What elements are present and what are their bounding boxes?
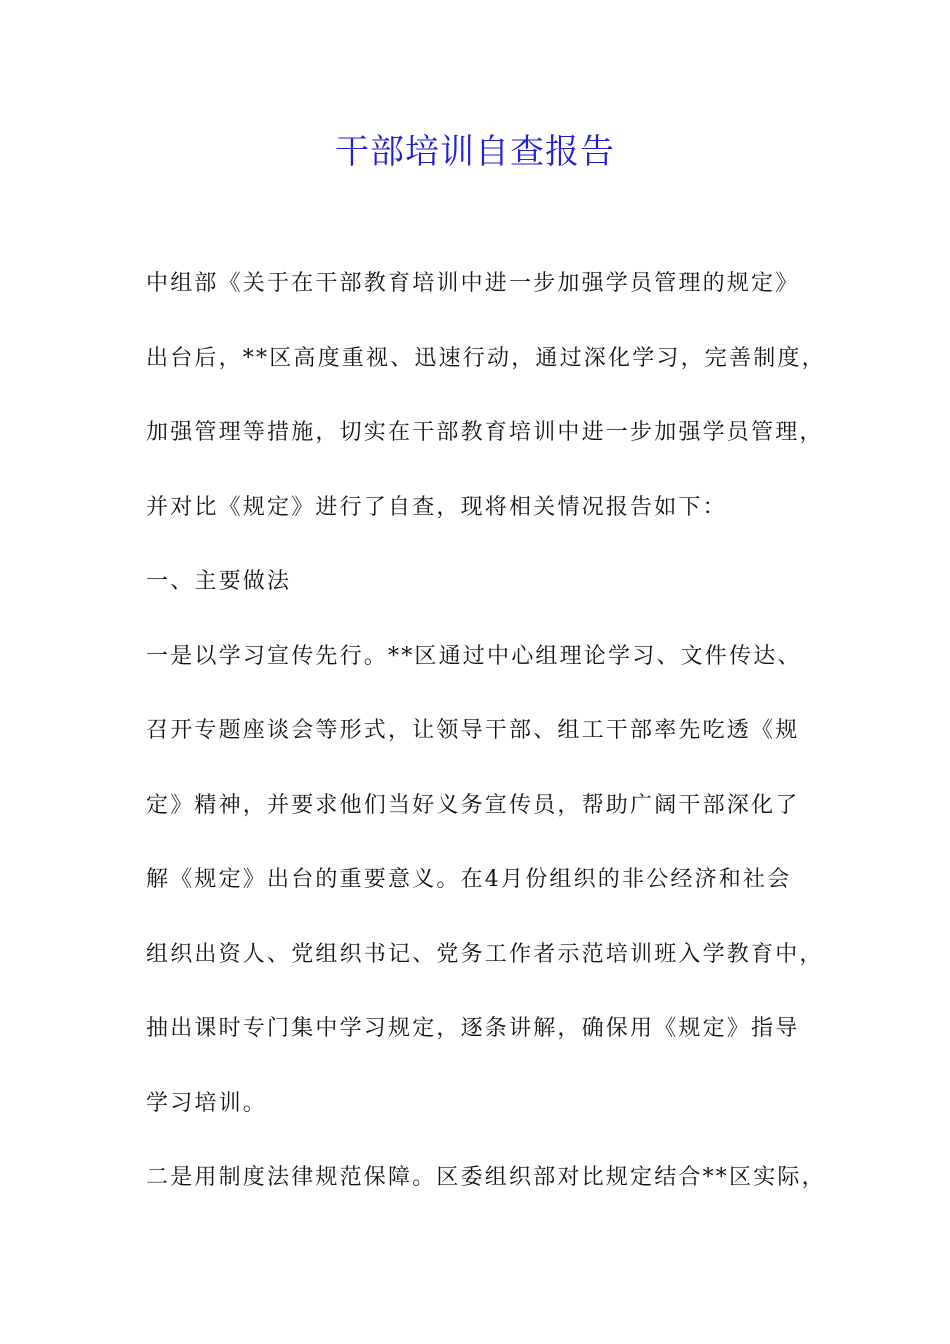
document-title: 干部培训自查报告 [335, 132, 615, 172]
body-line: 组织出资人、党组织书记、党务工作者示范培训班入学教育中， [146, 941, 824, 967]
body-line: 二是用制度法律规范保障。区委组织部对比规定结合**区实际， [146, 1165, 826, 1190]
body-line: 一是以学习宣传先行。**区通过中心组理论学习、文件传达、 [146, 643, 802, 669]
section-heading: 一、主要做法 [146, 569, 292, 594]
body-line: 学习培训。 [146, 1090, 268, 1116]
body-line: 定》精神，并要求他们当好义务宣传员，帮助广阔干部深化了 [146, 792, 800, 818]
body-line: 抽出课时专门集中学习规定，逐条讲解，确保用《规定》指导 [146, 1016, 800, 1041]
body-line: 加强管理等措施，切实在干部教育培训中进一步加强学员管理， [146, 420, 824, 445]
body-line: 出台后，**区高度重视、迅速行动，通过深化学习，完善制度， [146, 345, 826, 371]
body-line: 中组部《关于在干部教育培训中进一步加强学员管理的规定》 [146, 271, 800, 296]
document-body [146, 262, 826, 1231]
body-line: 召开专题座谈会等形式，让领导干部、组工干部率先吃透《规 [146, 718, 800, 743]
body-line: 并对比《规定》进行了自查，现将相关情况报告如下： [146, 494, 727, 520]
body-line: 解《规定》出台的重要意义。在4月份组织的非公经济和社会 [146, 867, 792, 892]
